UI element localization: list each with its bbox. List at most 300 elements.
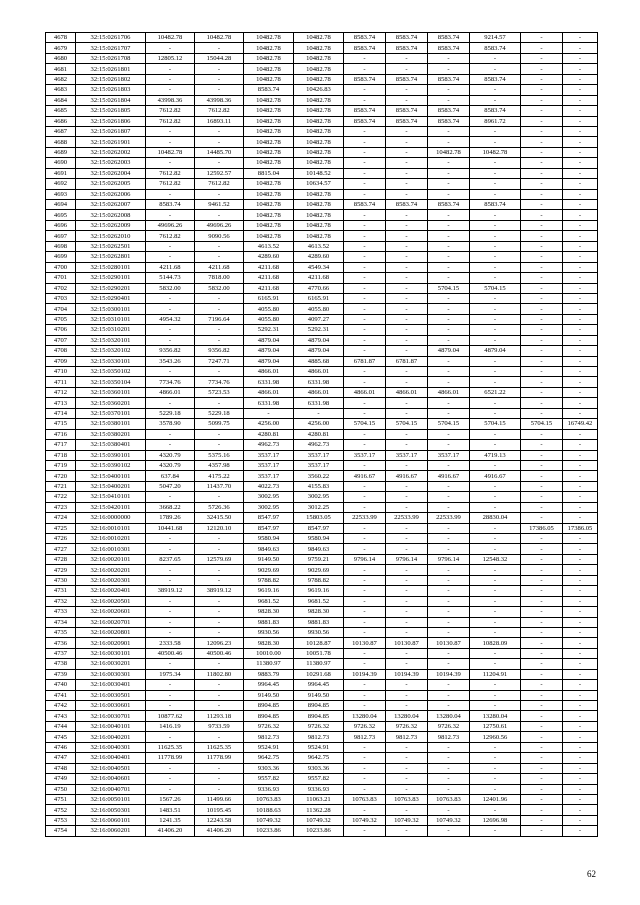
value-cell: - (428, 137, 470, 147)
value-cell: - (521, 377, 563, 387)
cadastral-number-cell: 32:15:0262010 (76, 231, 146, 241)
value-cell: - (563, 53, 598, 63)
value-cell: 43998.36 (195, 95, 244, 105)
value-cell: - (195, 732, 244, 742)
value-cell: 10482.78 (146, 33, 195, 43)
value-cell: - (563, 314, 598, 324)
cadastral-number-cell: 32:15:0380401 (76, 440, 146, 450)
value-cell: - (563, 273, 598, 283)
cadastral-number-cell: 32:16:0040301 (76, 742, 146, 752)
value-cell: - (386, 335, 428, 345)
value-cell: 10877.62 (146, 711, 195, 721)
value-cell: 9828.30 (294, 607, 344, 617)
value-cell: - (521, 168, 563, 178)
table-row (46, 575, 598, 585)
row-number-cell: 4748 (46, 763, 76, 773)
table-row (46, 492, 598, 502)
value-cell: 40500.46 (195, 648, 244, 658)
value-cell: - (521, 690, 563, 700)
value-cell: 10482.78 (195, 33, 244, 43)
cadastral-number-cell: 32:15:0420101 (76, 502, 146, 512)
value-cell: 10482.78 (244, 147, 294, 157)
value-cell: - (521, 815, 563, 825)
value-cell: 8583.74 (428, 200, 470, 210)
value-cell: - (428, 408, 470, 418)
value-cell: - (563, 158, 598, 168)
value-cell: - (563, 241, 598, 251)
value-cell: 4885.68 (294, 356, 344, 366)
row-number-cell: 4687 (46, 126, 76, 136)
value-cell: - (146, 137, 195, 147)
row-number-cell: 4692 (46, 179, 76, 189)
value-cell: - (428, 565, 470, 575)
value-cell: 10188.63 (244, 805, 294, 815)
value-cell: 5726.36 (195, 502, 244, 512)
table-row (46, 325, 598, 335)
value-cell: 38919.12 (195, 586, 244, 596)
value-cell: - (563, 680, 598, 690)
table-row (46, 534, 598, 544)
value-cell: - (386, 690, 428, 700)
table-row (46, 638, 598, 648)
value-cell: 10482.78 (244, 106, 294, 116)
row-number-cell: 4747 (46, 753, 76, 763)
value-cell: - (344, 231, 386, 241)
value-cell: - (386, 367, 428, 377)
value-cell: - (386, 596, 428, 606)
value-cell: 9090.56 (195, 231, 244, 241)
value-cell: 5704.15 (521, 419, 563, 429)
value-cell: 5292.31 (294, 325, 344, 335)
table-row (46, 554, 598, 564)
table-row (46, 273, 598, 283)
value-cell: - (521, 607, 563, 617)
value-cell: 9812.73 (294, 732, 344, 742)
value-cell: - (386, 314, 428, 324)
table-row (46, 210, 598, 220)
value-cell: 7612.82 (146, 179, 195, 189)
value-cell: 10482.78 (244, 137, 294, 147)
value-cell: 10763.83 (244, 794, 294, 804)
value-cell: 10441.68 (146, 523, 195, 533)
value-cell: - (386, 565, 428, 575)
value-cell: - (146, 680, 195, 690)
value-cell: - (521, 492, 563, 502)
value-cell: - (470, 189, 521, 199)
cadastral-number-cell: 32:15:0290101 (76, 273, 146, 283)
value-cell: 11802.80 (195, 669, 244, 679)
value-cell: - (521, 158, 563, 168)
value-cell: - (470, 763, 521, 773)
value-cell: - (386, 283, 428, 293)
cadastral-number-cell: 32:15:0261805 (76, 106, 146, 116)
cadastral-number-cell: 32:15:0262005 (76, 179, 146, 189)
table-row (46, 815, 598, 825)
value-cell: 40500.46 (146, 648, 195, 658)
table-row (46, 742, 598, 752)
value-cell: - (470, 805, 521, 815)
value-cell: 7612.82 (195, 106, 244, 116)
value-cell: 4280.81 (244, 429, 294, 439)
value-cell: 17386.05 (521, 523, 563, 533)
value-cell: 7612.82 (146, 168, 195, 178)
row-number-cell: 4695 (46, 210, 76, 220)
value-cell: - (470, 826, 521, 836)
value-cell: - (386, 158, 428, 168)
cadastral-number-cell: 32:16:0020101 (76, 554, 146, 564)
value-cell: - (195, 325, 244, 335)
value-cell: - (386, 659, 428, 669)
value-cell: 9964.45 (244, 680, 294, 690)
value-cell: 4211.68 (195, 262, 244, 272)
row-number-cell: 4718 (46, 450, 76, 460)
value-cell: - (563, 74, 598, 84)
value-cell: 10482.78 (244, 126, 294, 136)
cadastral-number-cell: 32:15:0262009 (76, 220, 146, 230)
value-cell: 6781.87 (344, 356, 386, 366)
value-cell: - (294, 408, 344, 418)
value-cell: - (428, 126, 470, 136)
value-cell: 8583.74 (386, 74, 428, 84)
value-cell: - (428, 648, 470, 658)
value-cell: - (521, 325, 563, 335)
value-cell: - (470, 158, 521, 168)
value-cell: - (386, 753, 428, 763)
value-cell: - (344, 158, 386, 168)
value-cell: - (521, 210, 563, 220)
row-number-cell: 4704 (46, 304, 76, 314)
value-cell: - (563, 210, 598, 220)
value-cell: - (344, 85, 386, 95)
value-cell: - (563, 252, 598, 262)
value-cell: - (563, 805, 598, 815)
value-cell: - (146, 85, 195, 95)
value-cell: 12548.32 (470, 554, 521, 564)
value-cell: - (428, 220, 470, 230)
value-cell: - (146, 367, 195, 377)
value-cell: - (146, 690, 195, 700)
value-cell: 1567.26 (146, 794, 195, 804)
value-cell: - (195, 534, 244, 544)
value-cell: - (428, 774, 470, 784)
value-cell: - (386, 429, 428, 439)
value-cell: - (521, 669, 563, 679)
cadastral-number-cell: 32:15:0400101 (76, 471, 146, 481)
cadastral-number-cell: 32:15:0290201 (76, 283, 146, 293)
value-cell: - (428, 680, 470, 690)
value-cell: - (563, 763, 598, 773)
value-cell: 8583.74 (244, 85, 294, 95)
value-cell: - (470, 617, 521, 627)
cadastral-number-cell: 32:15:0262801 (76, 252, 146, 262)
value-cell: - (146, 575, 195, 585)
value-cell: 4879.04 (294, 335, 344, 345)
value-cell: - (428, 210, 470, 220)
value-cell: - (386, 325, 428, 335)
value-cell: - (563, 325, 598, 335)
value-cell: - (428, 158, 470, 168)
value-cell: 9149.50 (294, 690, 344, 700)
value-cell: 9788.82 (294, 575, 344, 585)
value-cell: - (386, 492, 428, 502)
value-cell: 8583.74 (344, 106, 386, 116)
value-cell: 10148.52 (294, 168, 344, 178)
value-cell: 9759.21 (294, 554, 344, 564)
table-row (46, 398, 598, 408)
value-cell: - (563, 398, 598, 408)
value-cell: 6165.91 (244, 293, 294, 303)
value-cell: - (521, 701, 563, 711)
value-cell: - (386, 617, 428, 627)
value-cell: - (521, 408, 563, 418)
value-cell: - (521, 711, 563, 721)
cadastral-number-cell: 32:16:0050101 (76, 794, 146, 804)
value-cell: - (470, 325, 521, 335)
value-cell: - (521, 241, 563, 251)
table-row (46, 33, 598, 43)
value-cell: - (521, 450, 563, 460)
value-cell: 5229.18 (146, 408, 195, 418)
value-cell: 8583.74 (470, 200, 521, 210)
table-row (46, 85, 598, 95)
table-row (46, 335, 598, 345)
value-cell: 15044.28 (195, 53, 244, 63)
value-cell: 5704.15 (344, 419, 386, 429)
value-cell: 4289.60 (244, 252, 294, 262)
cadastral-number-cell: 32:15:0320102 (76, 346, 146, 356)
row-number-cell: 4731 (46, 586, 76, 596)
value-cell: 4211.68 (146, 262, 195, 272)
value-cell: - (470, 607, 521, 617)
value-cell: 12096.23 (195, 638, 244, 648)
value-cell: - (521, 137, 563, 147)
value-cell: 10194.39 (344, 669, 386, 679)
cadastral-number-cell: 32:16:0030201 (76, 659, 146, 669)
value-cell: - (344, 252, 386, 262)
cadastral-number-cell: 32:15:0380101 (76, 419, 146, 429)
table-row (46, 669, 598, 679)
value-cell: - (563, 200, 598, 210)
value-cell: - (344, 575, 386, 585)
value-cell: - (428, 502, 470, 512)
row-number-cell: 4690 (46, 158, 76, 168)
value-cell: - (146, 304, 195, 314)
table-row (46, 721, 598, 731)
value-cell: - (195, 784, 244, 794)
table-row (46, 732, 598, 742)
value-cell: 10482.78 (294, 137, 344, 147)
value-cell: 5704.15 (428, 419, 470, 429)
value-cell: - (470, 241, 521, 251)
value-cell: - (195, 596, 244, 606)
cadastral-number-cell: 32:15:0261801 (76, 64, 146, 74)
value-cell: - (563, 607, 598, 617)
value-cell: 41406.20 (195, 826, 244, 836)
value-cell: 8547.97 (244, 513, 294, 523)
value-cell: - (521, 774, 563, 784)
value-cell: - (146, 241, 195, 251)
cadastral-number-cell: 32:15:0330101 (76, 356, 146, 366)
value-cell: - (195, 137, 244, 147)
value-cell: 9812.73 (244, 732, 294, 742)
row-number-cell: 4684 (46, 95, 76, 105)
value-cell: - (344, 701, 386, 711)
value-cell: - (195, 701, 244, 711)
value-cell: 9726.32 (244, 721, 294, 731)
cadastral-number-cell: 32:16:0020301 (76, 575, 146, 585)
value-cell: - (470, 53, 521, 63)
value-cell: 22533.99 (428, 513, 470, 523)
cadastral-number-cell: 32:15:0261806 (76, 116, 146, 126)
value-cell: 9303.36 (294, 763, 344, 773)
cadastral-number-cell: 32:15:0320101 (76, 335, 146, 345)
value-cell: - (386, 826, 428, 836)
value-cell: 4256.00 (294, 419, 344, 429)
value-cell: 9796.14 (344, 554, 386, 564)
value-cell: - (344, 346, 386, 356)
value-cell: 637.84 (146, 471, 195, 481)
value-cell: 9681.52 (244, 596, 294, 606)
value-cell: 3537.17 (244, 450, 294, 460)
value-cell: 10482.78 (244, 210, 294, 220)
value-cell: - (521, 126, 563, 136)
row-number-cell: 4724 (46, 513, 76, 523)
table-row (46, 293, 598, 303)
table-row (46, 481, 598, 491)
value-cell: - (470, 304, 521, 314)
value-cell: 8583.74 (470, 74, 521, 84)
table-row (46, 137, 598, 147)
value-cell: - (521, 273, 563, 283)
row-number-cell: 4696 (46, 220, 76, 230)
cadastral-number-cell: 32:15:0262003 (76, 158, 146, 168)
value-cell: 5047.20 (146, 481, 195, 491)
value-cell: - (344, 627, 386, 637)
value-cell: 10482.78 (244, 189, 294, 199)
value-cell: - (146, 774, 195, 784)
value-cell: 8583.74 (344, 116, 386, 126)
value-cell: - (428, 586, 470, 596)
value-cell: 11437.70 (195, 481, 244, 491)
value-cell: 9356.82 (195, 346, 244, 356)
row-number-cell: 4686 (46, 116, 76, 126)
value-cell: - (344, 304, 386, 314)
value-cell: 8583.74 (428, 116, 470, 126)
value-cell: 10482.78 (244, 179, 294, 189)
value-cell: - (195, 492, 244, 502)
value-cell: - (521, 74, 563, 84)
value-cell: 3537.17 (244, 471, 294, 481)
value-cell: - (146, 617, 195, 627)
value-cell: 9029.69 (244, 565, 294, 575)
value-cell: - (428, 492, 470, 502)
value-cell: 4175.22 (195, 471, 244, 481)
table-row (46, 43, 598, 53)
table-row (46, 648, 598, 658)
row-number-cell: 4746 (46, 742, 76, 752)
value-cell: - (428, 273, 470, 283)
value-cell: - (428, 377, 470, 387)
value-cell: 4866.01 (244, 387, 294, 397)
value-cell: 10763.83 (428, 794, 470, 804)
value-cell: - (563, 638, 598, 648)
value-cell: - (521, 784, 563, 794)
value-cell: 4866.01 (294, 367, 344, 377)
cadastral-number-cell: 32:15:0261807 (76, 126, 146, 136)
value-cell: - (428, 231, 470, 241)
table-row (46, 95, 598, 105)
value-cell: - (428, 168, 470, 178)
table-row (46, 283, 598, 293)
value-cell: 4916.67 (428, 471, 470, 481)
value-cell: 10482.78 (244, 43, 294, 53)
value-cell: - (521, 575, 563, 585)
value-cell: - (563, 95, 598, 105)
value-cell: - (146, 627, 195, 637)
cadastral-number-cell: 32:15:0261901 (76, 137, 146, 147)
cadastral-number-cell: 32:15:0350102 (76, 367, 146, 377)
row-number-cell: 4741 (46, 690, 76, 700)
table-row (46, 262, 598, 272)
value-cell: 9303.36 (244, 763, 294, 773)
cadastral-number-cell: 32:15:0290401 (76, 293, 146, 303)
value-cell: - (563, 43, 598, 53)
value-cell: - (521, 189, 563, 199)
value-cell: - (563, 774, 598, 784)
cadastral-number-cell: 32:15:0261804 (76, 95, 146, 105)
table-row (46, 586, 598, 596)
value-cell: 16749.42 (563, 419, 598, 429)
value-cell: - (563, 168, 598, 178)
value-cell: - (521, 179, 563, 189)
table-row (46, 607, 598, 617)
value-cell: - (521, 680, 563, 690)
value-cell: 10482.78 (244, 95, 294, 105)
cadastral-number-cell: 32:15:0262501 (76, 241, 146, 251)
table-row (46, 241, 598, 251)
row-number-cell: 4697 (46, 231, 76, 241)
value-cell: 12960.56 (470, 732, 521, 742)
row-number-cell: 4730 (46, 575, 76, 585)
value-cell: - (428, 534, 470, 544)
value-cell: - (344, 492, 386, 502)
value-cell: - (344, 753, 386, 763)
cadastral-number-cell: 32:15:0262002 (76, 147, 146, 157)
value-cell: - (386, 189, 428, 199)
value-cell: - (344, 648, 386, 658)
value-cell: - (470, 377, 521, 387)
value-cell: - (521, 293, 563, 303)
value-cell: - (428, 826, 470, 836)
value-cell: - (563, 513, 598, 523)
table-row (46, 627, 598, 637)
value-cell: - (470, 220, 521, 230)
value-cell: - (563, 304, 598, 314)
value-cell: - (521, 262, 563, 272)
cadastral-number-cell: 32:16:0020701 (76, 617, 146, 627)
row-number-cell: 4735 (46, 627, 76, 637)
value-cell: - (344, 826, 386, 836)
value-cell: - (521, 200, 563, 210)
value-cell: - (563, 408, 598, 418)
table-row (46, 763, 598, 773)
value-cell: - (146, 335, 195, 345)
table-row (46, 596, 598, 606)
value-cell: - (470, 137, 521, 147)
value-cell: 8583.74 (470, 106, 521, 116)
row-number-cell: 4681 (46, 64, 76, 74)
value-cell: - (521, 367, 563, 377)
